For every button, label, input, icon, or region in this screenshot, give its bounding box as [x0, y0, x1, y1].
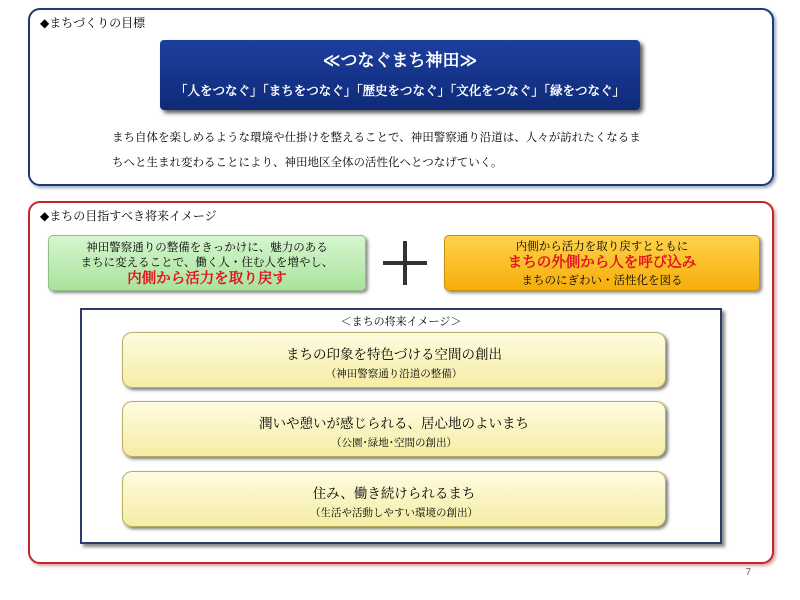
- banner-title: ≪つなぐまち神田≫: [322, 51, 478, 71]
- goal-panel: [28, 8, 774, 186]
- future-image-item-sub: （公園･緑地･空間の創出）: [331, 437, 457, 449]
- future-image-item-main: 潤いや憩いが感じられる、居心地のよいまち: [259, 416, 529, 432]
- attract-people-emphasis: まちの外側から人を呼び込み: [507, 255, 697, 271]
- attract-people-line: まちのにぎわい・活性化を図る: [521, 273, 683, 287]
- future-image-item-main: 住み、働き続けられるまち: [312, 486, 476, 502]
- vision-panel: [28, 201, 774, 564]
- plus-icon: [380, 239, 430, 289]
- goal-banner: [160, 40, 640, 110]
- goal-description: [112, 125, 732, 175]
- attract-people-line: 内側から活力を取り戻すとともに: [515, 239, 689, 253]
- vision-section-title: ◆まちの目指すべき将来イメージ: [40, 209, 217, 223]
- future-image-item: [122, 332, 666, 388]
- future-image-title: ＜まちの将来イメージ＞: [340, 315, 462, 328]
- goal-section-title: ◆まちづくりの目標: [40, 16, 146, 30]
- inner-vitality-line: まちに変えることで、働く人・住む人を増やし、: [80, 255, 334, 269]
- inner-vitality-emphasis: 内側から活力を取り戻す: [127, 271, 287, 287]
- page-number: 7: [745, 567, 752, 578]
- future-image-item-sub: （生活や活動しやすい環境の創出）: [310, 507, 478, 519]
- goal-description-line: まち自体を楽しめるような環境や仕掛けを整えることで、神田警察通り沿道は、人々が訪れたくなるま: [112, 130, 641, 144]
- future-image-box: [80, 308, 722, 544]
- future-image-item: [122, 471, 666, 527]
- inner-vitality-box: [48, 235, 366, 291]
- future-image-item-main: まちの印象を特色づける空間の創出: [286, 347, 502, 363]
- goal-description-line: ちへと生まれ変わることにより、神田地区全体の活性化へとつなげていく。: [112, 155, 503, 169]
- future-image-item: [122, 401, 666, 457]
- banner-subtitle: 「人をつなぐ」「まちをつなぐ」「歴史をつなぐ」「文化をつなぐ」「緑をつなぐ」: [174, 83, 625, 98]
- attract-people-box: [444, 235, 760, 291]
- future-image-item-sub: （神田警察通り沿道の整備）: [325, 368, 463, 380]
- inner-vitality-line: 神田警察通りの整備をきっかけに、魅力のある: [86, 240, 328, 254]
